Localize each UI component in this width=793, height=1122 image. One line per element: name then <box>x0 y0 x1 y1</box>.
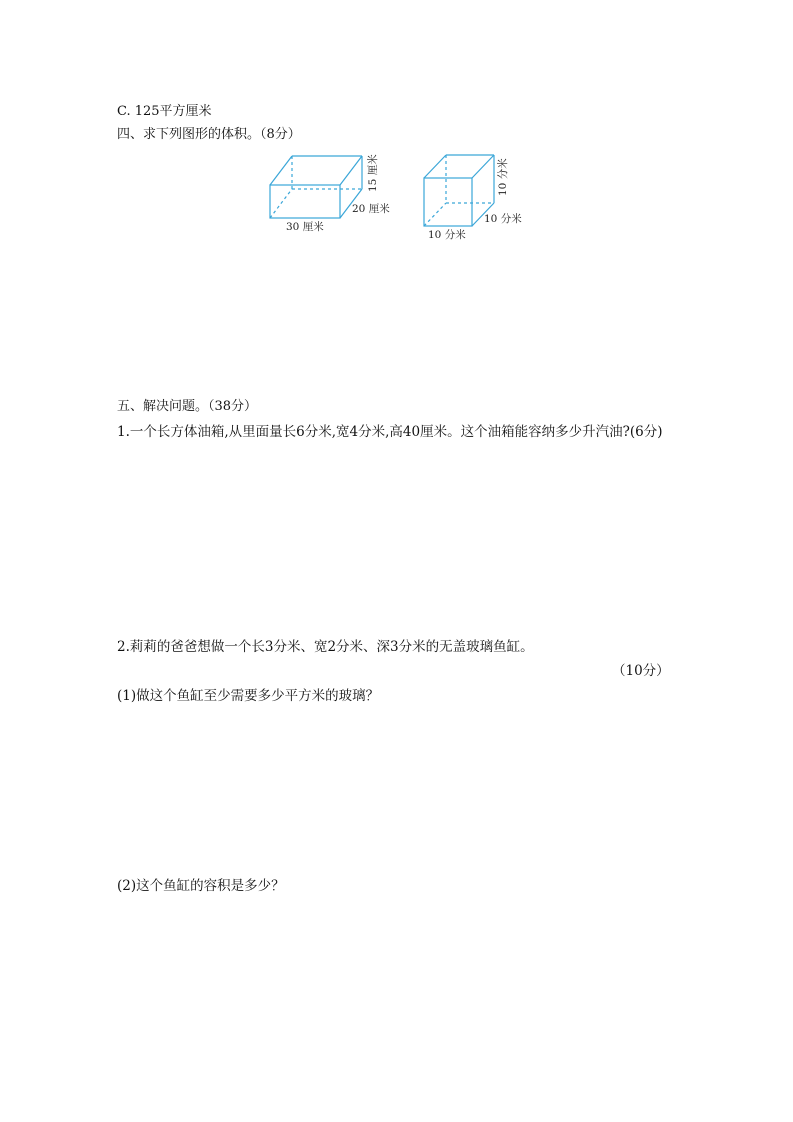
cuboid1-front-face <box>270 185 340 218</box>
question-1: 1.一个长方体油箱,从里面量长6分米,宽4分米,高40厘米。这个油箱能容纳多少升汽油?(6分) <box>117 424 663 440</box>
section4-heading: 四、求下列图形的体积。（8分） <box>117 127 301 142</box>
cube2-height-label: 10 分米 <box>497 158 509 196</box>
cuboid1-length-label: 30 厘米 <box>286 221 324 233</box>
question-2-part-2: (2)这个鱼缸的容积是多少？ <box>117 878 285 894</box>
cube2-length-label: 10 分米 <box>428 229 466 241</box>
cuboid1-width-label: 20 厘米 <box>352 203 390 215</box>
cuboid1-top-right-edge <box>340 156 362 185</box>
cube2-width-label: 10 分米 <box>484 213 522 225</box>
cube2-top-left-edge <box>424 155 446 178</box>
option-c: C. 125平方厘米 <box>117 104 212 119</box>
question-2: 2.莉莉的爸爸想做一个长3分米、宽2分米、深3分米的无盖玻璃鱼缸。 <box>117 639 534 655</box>
section5-heading: 五、解决问题。（38分） <box>117 399 258 414</box>
cuboid1-height-label: 15 厘米 <box>367 154 379 192</box>
question-2-points: （10分） <box>612 663 670 679</box>
cube-figure-2 <box>418 150 548 245</box>
cube2-top-right-edge <box>472 155 494 178</box>
question-2-part-1: (1)做这个鱼缸至少需要多少平方米的玻璃？ <box>117 688 380 704</box>
cube2-front-face <box>424 178 472 226</box>
cuboid-figure-1 <box>262 148 412 238</box>
cuboid1-hidden-diagonal <box>270 189 292 218</box>
cube2-hidden-diagonal <box>424 203 446 226</box>
cuboid1-top-left-edge <box>270 156 292 185</box>
